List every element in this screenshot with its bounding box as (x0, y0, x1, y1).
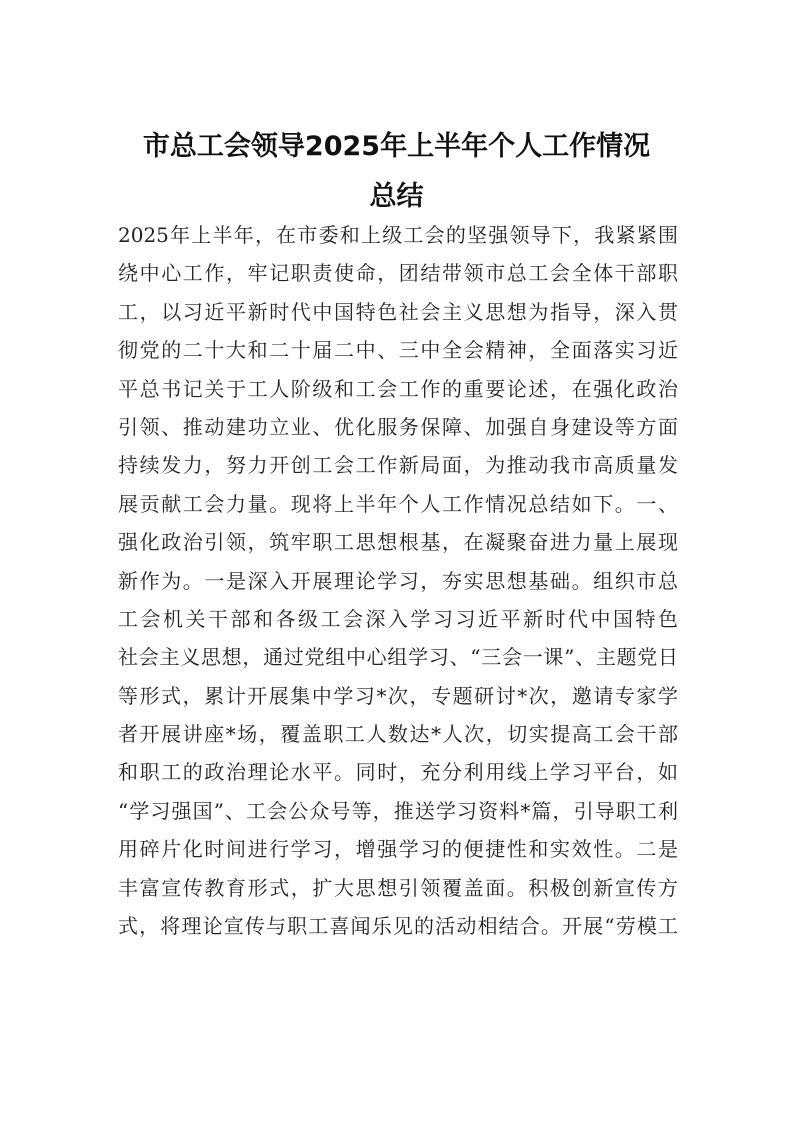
body-line: 平总书记关于工人阶级和工会工作的重要论述，在强化政治 (118, 376, 678, 401)
body-line: 绕中心工作，牢记职责使命，团结带领市总工会全体干部职 (118, 261, 678, 286)
body-line: 和职工的政治理论水平。同时，充分利用线上学习平台，如 (118, 760, 678, 785)
body-line: 用碎片化时间进行学习，增强学习的便捷性和实效性。二是 (118, 837, 678, 862)
body-line: 新作为。一是深入开展理论学习，夯实思想基础。组织市总 (118, 568, 678, 593)
document-body (118, 216, 678, 945)
body-line: 2025年上半年，在市委和上级工会的坚强领导下，我紧紧围 (118, 223, 678, 247)
body-line: 工会机关干部和各级工会深入学习习近平新时代中国特色 (118, 606, 678, 631)
title-line-2: 总结 (369, 181, 424, 212)
title-line-1: 市总工会领导2025年上半年个人工作情况 (142, 131, 651, 162)
body-line: 强化政治引领，筑牢职工思想根基，在凝聚奋进力量上展现 (118, 530, 678, 555)
body-line: 彻党的二十大和二十届二中、三中全会精神，全面落实习近 (118, 338, 678, 363)
body-line: 等形式，累计开展集中学习*次，专题研讨*次，邀请专家学 (118, 683, 678, 708)
body-line: “学习强国”、工会公众号等，推送学习资料*篇，引导职工利 (118, 798, 678, 823)
body-line: 社会主义思想，通过党组中心组学习、“三会一课”、主题党日 (118, 645, 678, 670)
body-line: 者开展讲座*场，覆盖职工人数达*人次，切实提高工会干部 (118, 722, 678, 747)
body-line: 式，将理论宣传与职工喜闻乐见的活动相结合。开展“劳模工 (118, 914, 678, 939)
body-line: 工，以习近平新时代中国特色社会主义思想为指导，深入贯 (118, 299, 678, 324)
body-line: 展贡献工会力量。现将上半年个人工作情况总结如下。一、 (118, 491, 678, 516)
document-title (100, 122, 693, 222)
body-line: 丰富宣传教育形式，扩大思想引领覆盖面。积极创新宣传方 (118, 875, 678, 900)
body-line: 持续发力，努力开创工会工作新局面，为推动我市高质量发 (118, 453, 678, 478)
body-line: 引领、推动建功立业、优化服务保障、加强自身建设等方面 (118, 414, 678, 439)
